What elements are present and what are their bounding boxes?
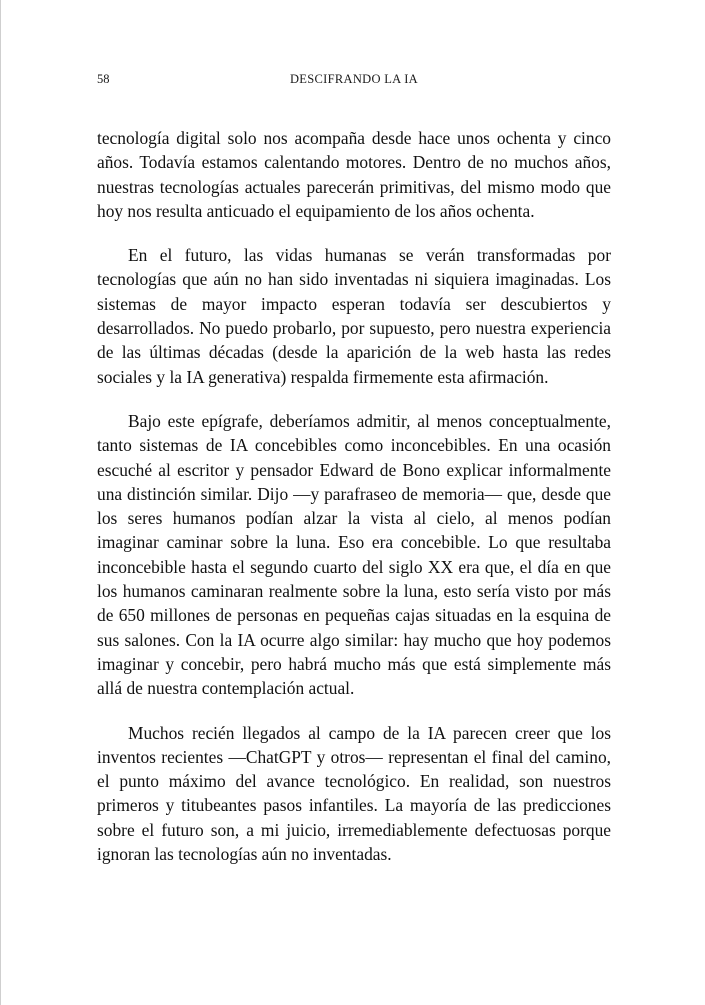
paragraph-conceivable-inconceivable: Bajo este epígrafe, deberíamos admitir, al menos conceptualmente, tanto sistemas de IA concebibles como inconcebibles. En una ocasión escuché al escritor y pensador Edward de Bono explicar informalmente una distinción similar. Dijo —y parafraseo de memoria— que, desde que los seres humanos podían alzar la vista al cielo, al menos podían imaginar caminar sobre la luna. Eso era concebible. Lo que resultaba inconcebible hasta el segundo cuarto del siglo XX era que, el día en que los humanos caminaran realmente sobre la luna, esto sería visto por más de 650 millones de personas en pequeñas cajas situadas en la esquina de sus salones. Con la IA ocurre algo similar: hay mucho que hoy podemos imaginar y concebir, pero habrá mucho más que está simplemente más allá de nuestra contemplación actual. (97, 410, 611, 699)
paragraph-continuation: tecnología digital solo nos acompaña desde hace unos ochenta y cinco años. Todavía estamos calentando motores. Dentro de no muchos años, nuestras tecnologías actuales parecerán primitivas, del mismo modo que hoy nos resulta anticuado el equipamiento de los años ochenta. (97, 128, 611, 221)
page-number: 58 (97, 72, 110, 86)
body-text (97, 126, 611, 886)
running-title: DESCIFRANDO LA IA (289, 72, 419, 86)
paragraph-future-technologies: En el futuro, las vidas humanas se verán transformadas por tecnologías que aún no han sido inventadas ni siquiera imaginadas. Los sistemas de mayor impacto esperan todavía ser descubiertos y desarrollados. No puedo probarlo, por supuesto, pero nuestra experiencia de las últimas décadas (desde la aparición de la web hasta las redes sociales y la IA generativa) respalda firmemente esta afirmación. (97, 245, 611, 387)
paragraph-newcomers: Muchos recién llegados al campo de la IA parecen creer que los inventos recientes —ChatGPT y otros— representan el final del camino, el punto máximo del avance tecnológico. En realidad, son nuestros primeros y titubeantes pasos infantiles. La mayoría de las predicciones sobre el futuro son, a mi juicio, irremediablemente defectuosas porque ignoran las tecnologías aún no inventadas. (97, 722, 611, 865)
running-head (97, 72, 611, 92)
